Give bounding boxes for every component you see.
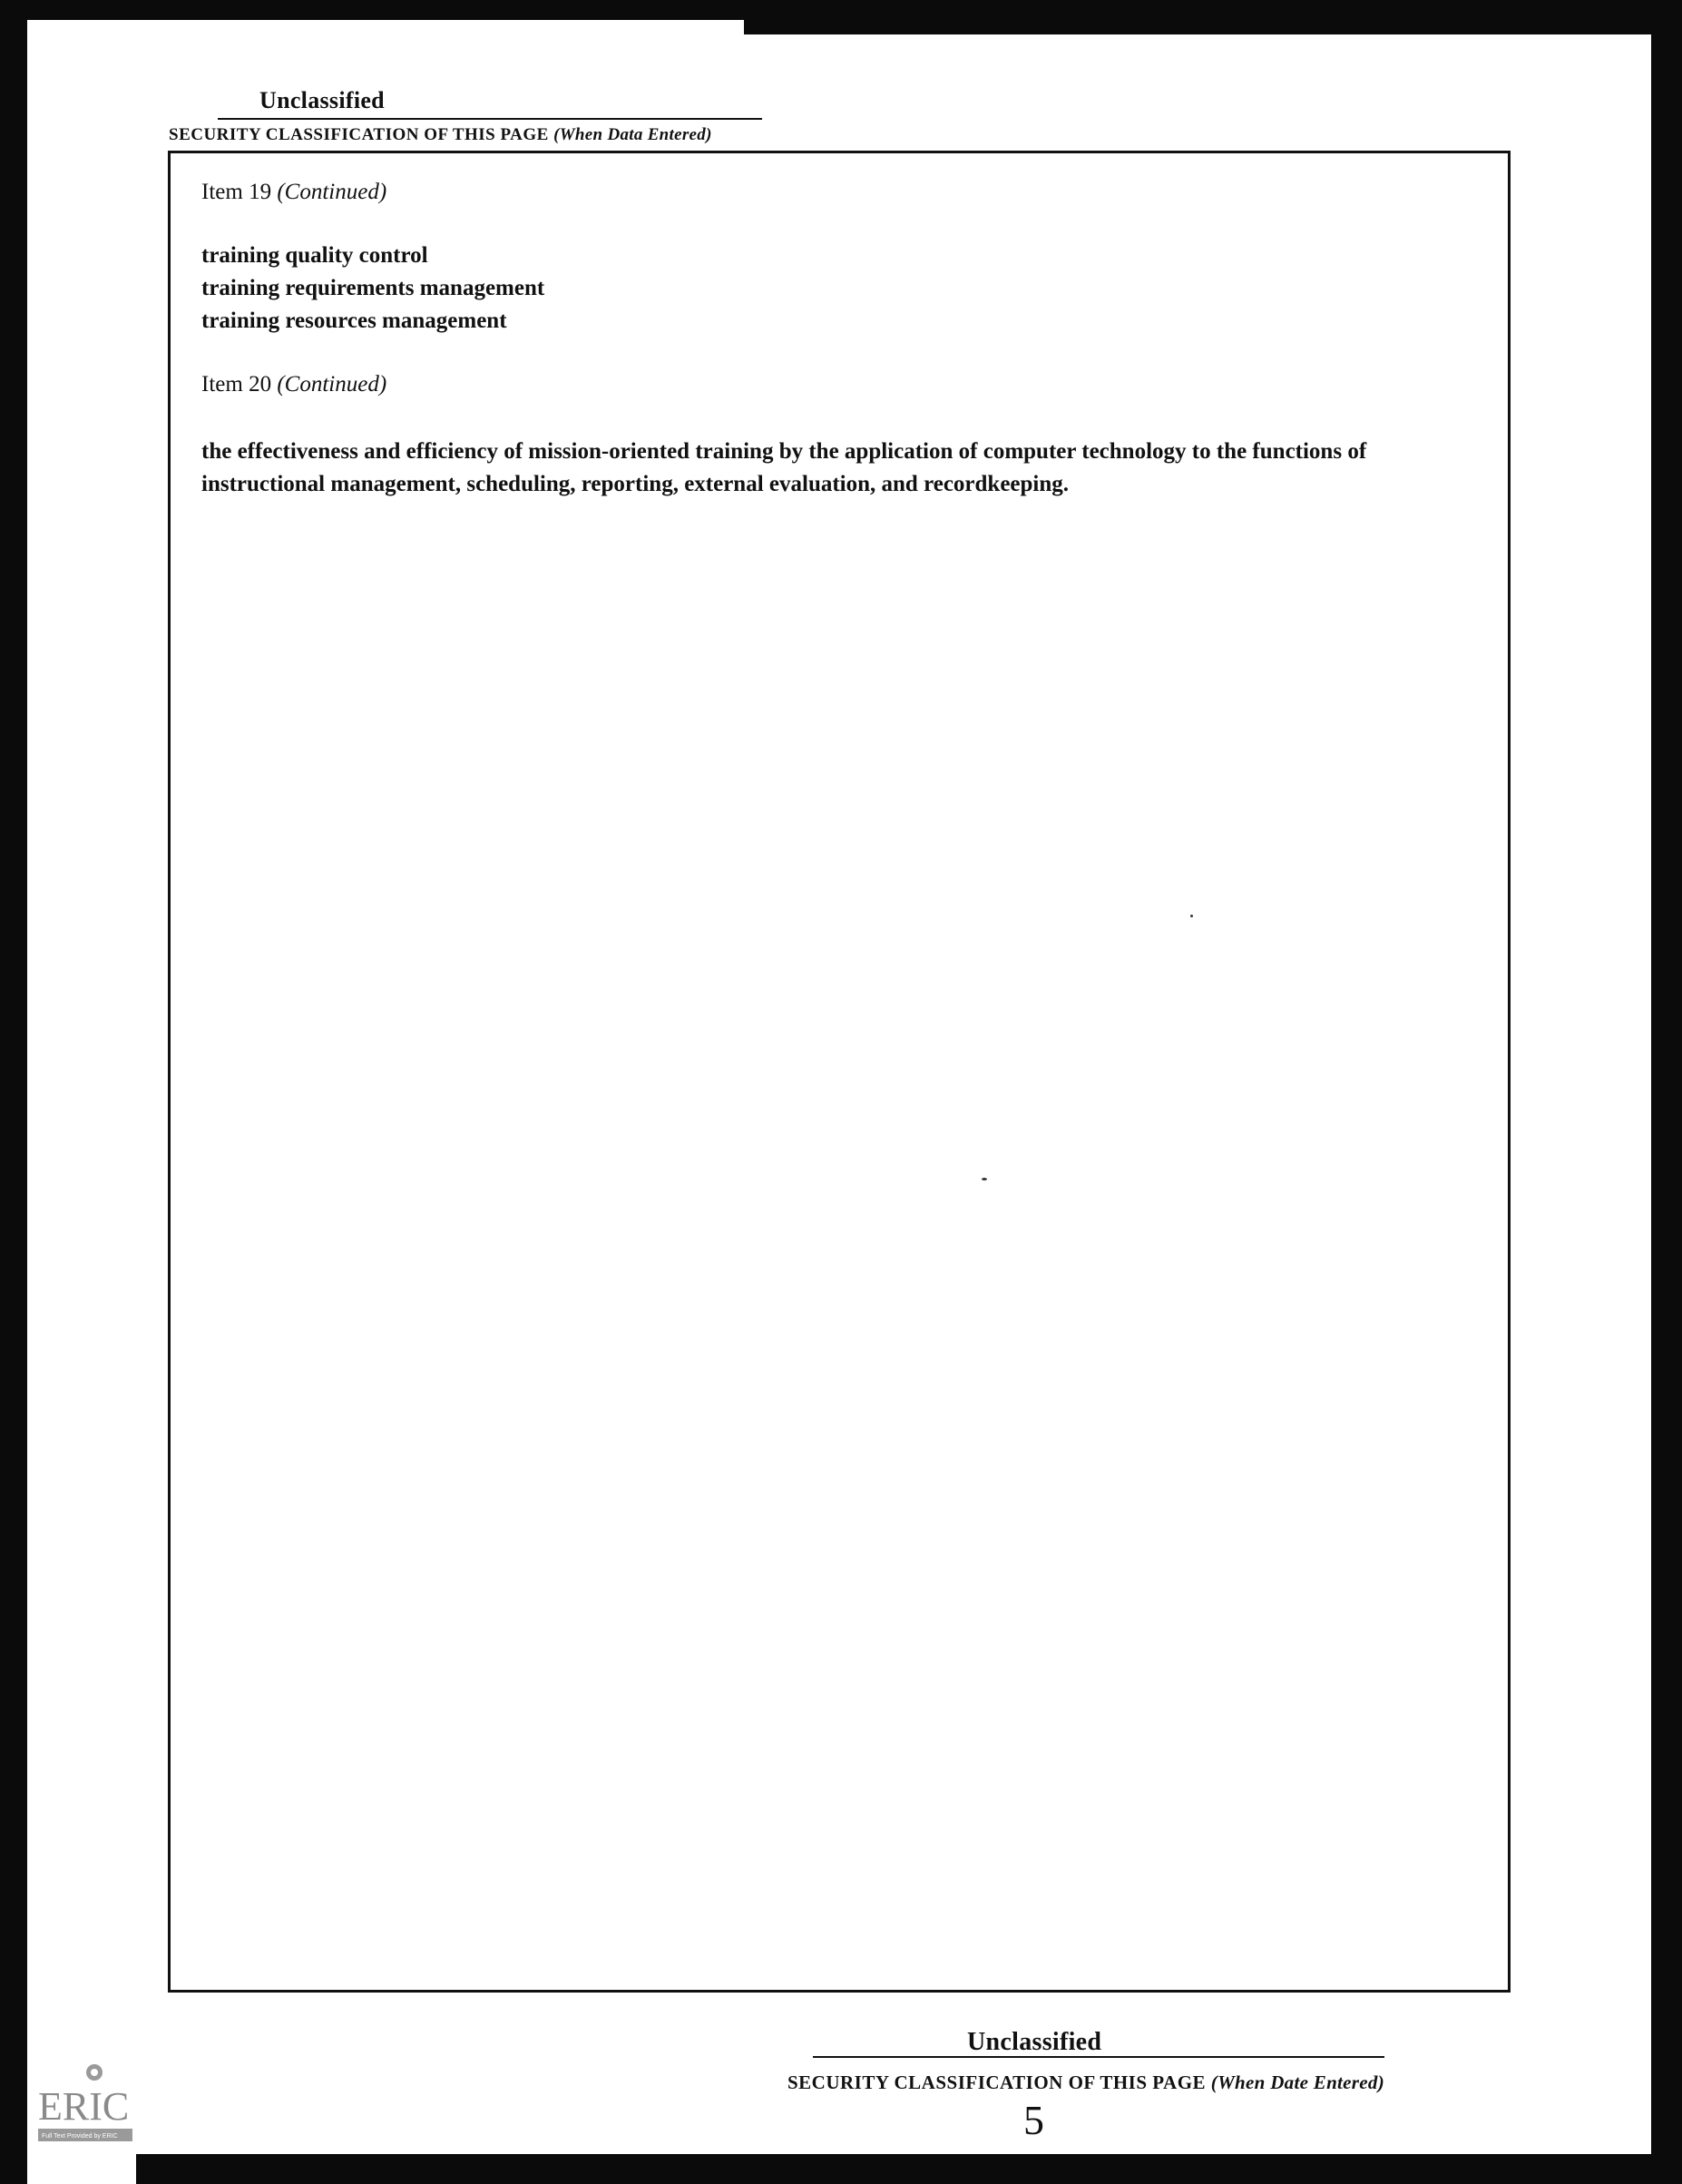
item-19-heading [201, 180, 386, 205]
scan-speck [1190, 915, 1193, 917]
item-20-status: (Continued) [277, 372, 387, 397]
item-20-label: Item 20 [201, 372, 272, 397]
footer-rule [813, 2056, 1384, 2058]
scan-speck [982, 1178, 987, 1180]
header-rule [218, 118, 762, 120]
footer-security-text: SECURITY CLASSIFICATION OF THIS PAGE [787, 2071, 1207, 2093]
page-number: 5 [1023, 2097, 1044, 2143]
footer-classification: Unclassified [967, 2028, 1102, 2056]
footer-security-label [787, 2071, 1384, 2094]
page-frame-top-step [744, 16, 1682, 34]
eric-logo-icon [36, 2060, 138, 2147]
item-20-paragraph: the effectiveness and efficiency of mission-oriented training by the application of computer technology to the functions of instructional management, scheduling, reporting, external evaluation, and recordkeeping. [201, 439, 1367, 496]
item-20-heading [201, 372, 386, 397]
item-19-line: training resources management [201, 309, 507, 333]
item-19-status: (Continued) [277, 180, 387, 204]
page-frame-right [1651, 27, 1682, 2184]
page-frame-left [0, 0, 27, 2184]
header-classification: Unclassified [259, 87, 385, 113]
item-19-line: training requirements management [201, 276, 545, 300]
header-security-label [169, 125, 712, 145]
page-frame-bottom [136, 2154, 1682, 2184]
header-security-text: SECURITY CLASSIFICATION OF THIS PAGE [169, 125, 549, 144]
header-security-note: (When Data Entered) [553, 125, 712, 144]
item-19-line: training quality control [201, 243, 428, 268]
svg-text:ERIC: ERIC [38, 2084, 130, 2129]
svg-text:Full Text Provided by ERIC: Full Text Provided by ERIC [42, 2133, 118, 2140]
item-19-label: Item 19 [201, 180, 272, 204]
footer-security-note: (When Date Entered) [1210, 2071, 1384, 2093]
content-box [168, 151, 1511, 1993]
